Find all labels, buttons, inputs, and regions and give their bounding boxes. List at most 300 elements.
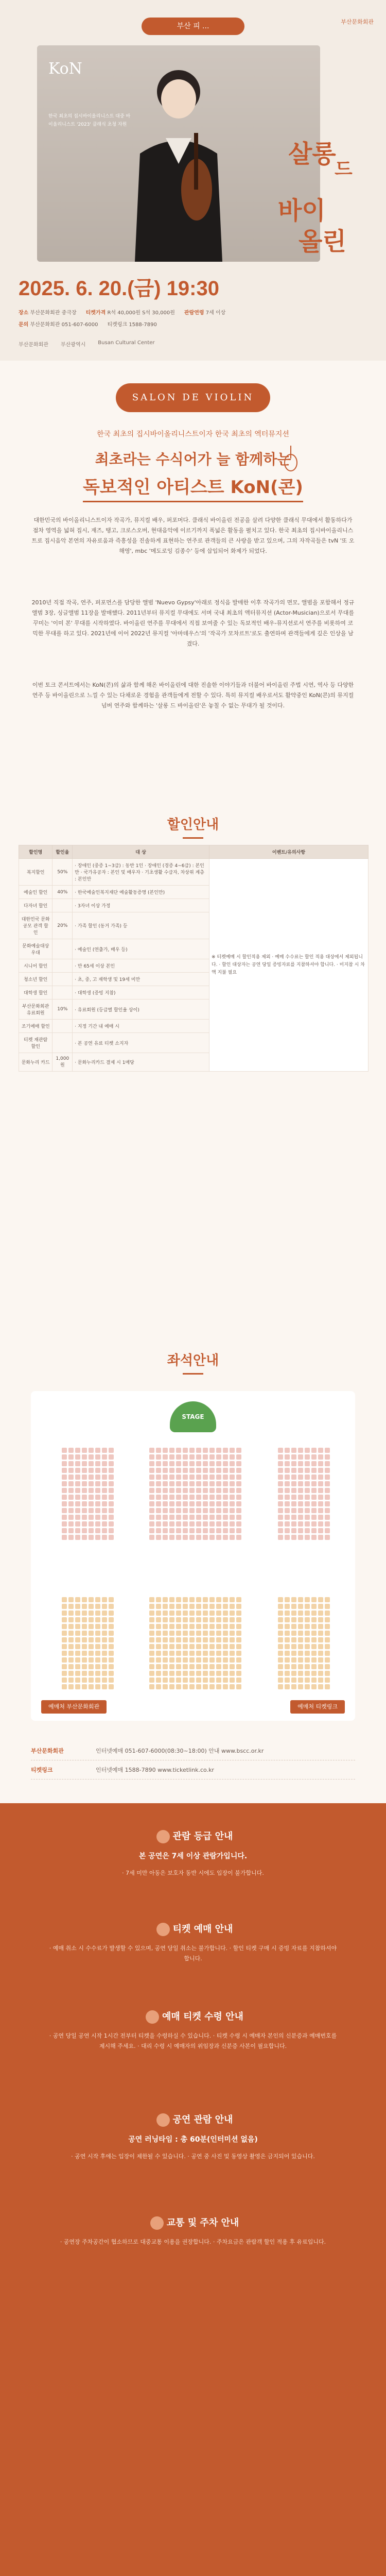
seat[interactable] <box>75 1488 80 1493</box>
seat[interactable] <box>318 1475 323 1480</box>
seat[interactable] <box>176 1617 181 1622</box>
seat[interactable] <box>291 1644 296 1649</box>
seat[interactable] <box>169 1528 174 1533</box>
seat[interactable] <box>89 1454 94 1460</box>
seat[interactable] <box>291 1651 296 1656</box>
seat[interactable] <box>230 1448 235 1453</box>
seat[interactable] <box>169 1535 174 1540</box>
seat[interactable] <box>75 1631 80 1636</box>
seat[interactable] <box>325 1637 330 1642</box>
seat[interactable] <box>203 1528 208 1533</box>
seat[interactable] <box>95 1671 100 1676</box>
seat[interactable] <box>311 1684 317 1689</box>
seat[interactable] <box>230 1528 235 1533</box>
seat[interactable] <box>203 1454 208 1460</box>
seat[interactable] <box>109 1508 114 1513</box>
seat[interactable] <box>223 1677 228 1683</box>
seat[interactable] <box>285 1651 290 1656</box>
seat[interactable] <box>89 1461 94 1466</box>
seat[interactable] <box>163 1604 168 1609</box>
seat[interactable] <box>189 1617 195 1622</box>
seat[interactable] <box>209 1657 215 1663</box>
seat[interactable] <box>75 1521 80 1527</box>
seat[interactable] <box>236 1631 241 1636</box>
seat[interactable] <box>209 1671 215 1676</box>
seat[interactable] <box>209 1481 215 1486</box>
seat[interactable] <box>223 1631 228 1636</box>
seat[interactable] <box>156 1677 161 1683</box>
seat[interactable] <box>298 1604 303 1609</box>
seat[interactable] <box>163 1448 168 1453</box>
seat[interactable] <box>95 1528 100 1533</box>
seat[interactable] <box>109 1448 114 1453</box>
seat[interactable] <box>95 1468 100 1473</box>
seat[interactable] <box>196 1611 201 1616</box>
seat[interactable] <box>209 1617 215 1622</box>
seat[interactable] <box>176 1604 181 1609</box>
seat[interactable] <box>325 1684 330 1689</box>
seat[interactable] <box>176 1657 181 1663</box>
seat[interactable] <box>75 1501 80 1506</box>
seat[interactable] <box>325 1624 330 1629</box>
seat[interactable] <box>318 1535 323 1540</box>
seat[interactable] <box>163 1644 168 1649</box>
seat[interactable] <box>109 1644 114 1649</box>
seat[interactable] <box>95 1644 100 1649</box>
seat[interactable] <box>102 1611 107 1616</box>
seat[interactable] <box>305 1617 310 1622</box>
seat[interactable] <box>209 1597 215 1602</box>
seat[interactable] <box>183 1528 188 1533</box>
seat[interactable] <box>109 1604 114 1609</box>
seat[interactable] <box>305 1528 310 1533</box>
seat[interactable] <box>285 1637 290 1642</box>
seat[interactable] <box>189 1597 195 1602</box>
seat[interactable] <box>318 1461 323 1466</box>
seat[interactable] <box>285 1624 290 1629</box>
seat[interactable] <box>149 1671 154 1676</box>
seat[interactable] <box>203 1475 208 1480</box>
seat[interactable] <box>163 1528 168 1533</box>
seat[interactable] <box>203 1677 208 1683</box>
seat[interactable] <box>176 1644 181 1649</box>
seat[interactable] <box>163 1481 168 1486</box>
seat[interactable] <box>75 1528 80 1533</box>
seat[interactable] <box>95 1508 100 1513</box>
seat[interactable] <box>325 1657 330 1663</box>
seat[interactable] <box>183 1664 188 1669</box>
seat[interactable] <box>89 1495 94 1500</box>
seat[interactable] <box>318 1624 323 1629</box>
seat[interactable] <box>230 1671 235 1676</box>
seat[interactable] <box>236 1488 241 1493</box>
seat[interactable] <box>291 1535 296 1540</box>
seat[interactable] <box>325 1664 330 1669</box>
seat[interactable] <box>68 1454 74 1460</box>
seat[interactable] <box>236 1495 241 1500</box>
seat[interactable] <box>318 1481 323 1486</box>
seat[interactable] <box>109 1651 114 1656</box>
seat[interactable] <box>305 1644 310 1649</box>
seat[interactable] <box>278 1651 283 1656</box>
seat[interactable] <box>223 1617 228 1622</box>
seat[interactable] <box>75 1637 80 1642</box>
seat[interactable] <box>189 1521 195 1527</box>
seat[interactable] <box>102 1515 107 1520</box>
seat[interactable] <box>82 1475 87 1480</box>
seat[interactable] <box>149 1651 154 1656</box>
seat[interactable] <box>176 1535 181 1540</box>
seat[interactable] <box>62 1637 67 1642</box>
seat[interactable] <box>291 1468 296 1473</box>
seat[interactable] <box>163 1617 168 1622</box>
seat[interactable] <box>163 1597 168 1602</box>
seat[interactable] <box>223 1664 228 1669</box>
seat[interactable] <box>203 1651 208 1656</box>
seat[interactable] <box>236 1637 241 1642</box>
seat[interactable] <box>216 1495 221 1500</box>
seat[interactable] <box>325 1481 330 1486</box>
seat[interactable] <box>298 1535 303 1540</box>
seat[interactable] <box>318 1657 323 1663</box>
seat[interactable] <box>311 1508 317 1513</box>
seat[interactable] <box>176 1671 181 1676</box>
seat[interactable] <box>285 1617 290 1622</box>
seat[interactable] <box>75 1454 80 1460</box>
seat[interactable] <box>75 1611 80 1616</box>
seat[interactable] <box>102 1597 107 1602</box>
seat[interactable] <box>163 1611 168 1616</box>
seat[interactable] <box>169 1448 174 1453</box>
seat[interactable] <box>216 1535 221 1540</box>
seat[interactable] <box>285 1597 290 1602</box>
seat[interactable] <box>291 1508 296 1513</box>
seat[interactable] <box>149 1488 154 1493</box>
seat[interactable] <box>62 1624 67 1629</box>
seat[interactable] <box>318 1597 323 1602</box>
seat[interactable] <box>203 1611 208 1616</box>
seat[interactable] <box>325 1454 330 1460</box>
seat[interactable] <box>278 1657 283 1663</box>
seat[interactable] <box>325 1677 330 1683</box>
seat[interactable] <box>156 1475 161 1480</box>
seat[interactable] <box>82 1488 87 1493</box>
seat[interactable] <box>305 1515 310 1520</box>
seat[interactable] <box>236 1671 241 1676</box>
seat[interactable] <box>156 1597 161 1602</box>
seat[interactable] <box>196 1604 201 1609</box>
seat[interactable] <box>216 1461 221 1466</box>
seat[interactable] <box>223 1624 228 1629</box>
seat[interactable] <box>183 1495 188 1500</box>
seat[interactable] <box>196 1597 201 1602</box>
seat[interactable] <box>62 1468 67 1473</box>
seat[interactable] <box>305 1454 310 1460</box>
seat[interactable] <box>223 1454 228 1460</box>
seat[interactable] <box>102 1461 107 1466</box>
seat[interactable] <box>156 1617 161 1622</box>
seat[interactable] <box>169 1468 174 1473</box>
seat[interactable] <box>62 1488 67 1493</box>
seat[interactable] <box>149 1684 154 1689</box>
seat[interactable] <box>223 1475 228 1480</box>
seat[interactable] <box>209 1624 215 1629</box>
seat[interactable] <box>169 1508 174 1513</box>
seat[interactable] <box>325 1651 330 1656</box>
seat[interactable] <box>223 1448 228 1453</box>
seat[interactable] <box>149 1454 154 1460</box>
seat[interactable] <box>305 1508 310 1513</box>
seat[interactable] <box>196 1475 201 1480</box>
seat[interactable] <box>75 1448 80 1453</box>
seat[interactable] <box>305 1671 310 1676</box>
seat[interactable] <box>216 1644 221 1649</box>
seat[interactable] <box>216 1515 221 1520</box>
seat[interactable] <box>82 1501 87 1506</box>
seat[interactable] <box>149 1468 154 1473</box>
seat[interactable] <box>149 1644 154 1649</box>
seat[interactable] <box>209 1611 215 1616</box>
seat[interactable] <box>305 1461 310 1466</box>
seat[interactable] <box>318 1644 323 1649</box>
seat[interactable] <box>216 1528 221 1533</box>
seat[interactable] <box>183 1657 188 1663</box>
seat[interactable] <box>68 1677 74 1683</box>
seat[interactable] <box>298 1508 303 1513</box>
seat[interactable] <box>169 1651 174 1656</box>
seat[interactable] <box>82 1644 87 1649</box>
seat[interactable] <box>298 1501 303 1506</box>
seat[interactable] <box>89 1475 94 1480</box>
seat[interactable] <box>95 1677 100 1683</box>
seat[interactable] <box>169 1671 174 1676</box>
seat[interactable] <box>176 1664 181 1669</box>
seat[interactable] <box>223 1604 228 1609</box>
seat[interactable] <box>169 1521 174 1527</box>
seat[interactable] <box>298 1664 303 1669</box>
seat[interactable] <box>203 1597 208 1602</box>
seat[interactable] <box>149 1657 154 1663</box>
seat[interactable] <box>62 1508 67 1513</box>
seat[interactable] <box>298 1637 303 1642</box>
seat[interactable] <box>196 1617 201 1622</box>
seat[interactable] <box>189 1684 195 1689</box>
seat[interactable] <box>62 1664 67 1669</box>
seat[interactable] <box>89 1535 94 1540</box>
seat[interactable] <box>311 1448 317 1453</box>
seat[interactable] <box>109 1684 114 1689</box>
seat[interactable] <box>298 1611 303 1616</box>
seat[interactable] <box>325 1495 330 1500</box>
seat[interactable] <box>278 1631 283 1636</box>
seat[interactable] <box>149 1515 154 1520</box>
seat[interactable] <box>311 1481 317 1486</box>
seat[interactable] <box>156 1604 161 1609</box>
seat[interactable] <box>209 1454 215 1460</box>
seat[interactable] <box>82 1664 87 1669</box>
seat[interactable] <box>285 1528 290 1533</box>
seat[interactable] <box>196 1515 201 1520</box>
seat[interactable] <box>176 1454 181 1460</box>
seat[interactable] <box>236 1454 241 1460</box>
seat[interactable] <box>203 1488 208 1493</box>
seat[interactable] <box>230 1521 235 1527</box>
seat[interactable] <box>230 1461 235 1466</box>
seat[interactable] <box>82 1528 87 1533</box>
seat[interactable] <box>75 1604 80 1609</box>
seat[interactable] <box>75 1515 80 1520</box>
seat[interactable] <box>305 1637 310 1642</box>
seat[interactable] <box>305 1664 310 1669</box>
seat[interactable] <box>311 1454 317 1460</box>
seat[interactable] <box>189 1637 195 1642</box>
seat[interactable] <box>82 1508 87 1513</box>
seat[interactable] <box>102 1644 107 1649</box>
seat[interactable] <box>149 1448 154 1453</box>
seat[interactable] <box>189 1624 195 1629</box>
seat[interactable] <box>183 1651 188 1656</box>
seat[interactable] <box>196 1684 201 1689</box>
seat[interactable] <box>75 1481 80 1486</box>
seat[interactable] <box>163 1454 168 1460</box>
seat[interactable] <box>95 1651 100 1656</box>
seat[interactable] <box>68 1597 74 1602</box>
seat[interactable] <box>230 1481 235 1486</box>
seat[interactable] <box>102 1501 107 1506</box>
seat[interactable] <box>223 1535 228 1540</box>
seat[interactable] <box>298 1671 303 1676</box>
seat[interactable] <box>62 1611 67 1616</box>
seat[interactable] <box>291 1475 296 1480</box>
seat[interactable] <box>311 1637 317 1642</box>
seat[interactable] <box>68 1495 74 1500</box>
seat[interactable] <box>156 1461 161 1466</box>
seat[interactable] <box>278 1611 283 1616</box>
seat[interactable] <box>196 1535 201 1540</box>
seat[interactable] <box>216 1597 221 1602</box>
seat[interactable] <box>169 1488 174 1493</box>
seat[interactable] <box>291 1521 296 1527</box>
seat[interactable] <box>189 1528 195 1533</box>
seat[interactable] <box>278 1604 283 1609</box>
seat[interactable] <box>156 1454 161 1460</box>
seat[interactable] <box>189 1461 195 1466</box>
seat[interactable] <box>183 1604 188 1609</box>
seat[interactable] <box>62 1515 67 1520</box>
seat[interactable] <box>216 1508 221 1513</box>
seat[interactable] <box>311 1677 317 1683</box>
seat[interactable] <box>223 1521 228 1527</box>
seat[interactable] <box>68 1515 74 1520</box>
seat[interactable] <box>102 1684 107 1689</box>
seat[interactable] <box>305 1475 310 1480</box>
seat[interactable] <box>149 1501 154 1506</box>
seat[interactable] <box>305 1684 310 1689</box>
seat[interactable] <box>196 1631 201 1636</box>
seat[interactable] <box>285 1631 290 1636</box>
seat[interactable] <box>156 1611 161 1616</box>
seat[interactable] <box>203 1604 208 1609</box>
seat[interactable] <box>291 1624 296 1629</box>
seat[interactable] <box>75 1508 80 1513</box>
seat[interactable] <box>68 1461 74 1466</box>
seat[interactable] <box>236 1684 241 1689</box>
seat[interactable] <box>291 1488 296 1493</box>
seat[interactable] <box>95 1604 100 1609</box>
seat[interactable] <box>149 1481 154 1486</box>
seat[interactable] <box>102 1528 107 1533</box>
seat[interactable] <box>89 1644 94 1649</box>
seat[interactable] <box>285 1671 290 1676</box>
seat[interactable] <box>62 1448 67 1453</box>
seat[interactable] <box>89 1637 94 1642</box>
seat[interactable] <box>102 1495 107 1500</box>
seat[interactable] <box>109 1501 114 1506</box>
seat[interactable] <box>291 1515 296 1520</box>
seat[interactable] <box>176 1624 181 1629</box>
seat[interactable] <box>102 1677 107 1683</box>
seat[interactable] <box>291 1611 296 1616</box>
seat[interactable] <box>311 1604 317 1609</box>
seat[interactable] <box>278 1644 283 1649</box>
seat[interactable] <box>183 1468 188 1473</box>
seat[interactable] <box>298 1684 303 1689</box>
seat[interactable] <box>82 1617 87 1622</box>
seat[interactable] <box>209 1515 215 1520</box>
seat[interactable] <box>196 1461 201 1466</box>
seat[interactable] <box>318 1468 323 1473</box>
seat[interactable] <box>156 1501 161 1506</box>
seat[interactable] <box>216 1684 221 1689</box>
seat[interactable] <box>102 1651 107 1656</box>
seat[interactable] <box>68 1475 74 1480</box>
seat[interactable] <box>223 1481 228 1486</box>
seat[interactable] <box>278 1495 283 1500</box>
seat[interactable] <box>176 1448 181 1453</box>
seat[interactable] <box>311 1461 317 1466</box>
seat[interactable] <box>95 1637 100 1642</box>
seat[interactable] <box>149 1535 154 1540</box>
seat[interactable] <box>203 1637 208 1642</box>
seat[interactable] <box>196 1657 201 1663</box>
seat[interactable] <box>209 1501 215 1506</box>
seat[interactable] <box>209 1521 215 1527</box>
seat[interactable] <box>223 1501 228 1506</box>
seat[interactable] <box>102 1631 107 1636</box>
seat[interactable] <box>216 1488 221 1493</box>
seat[interactable] <box>209 1684 215 1689</box>
seat[interactable] <box>102 1454 107 1460</box>
seat[interactable] <box>189 1448 195 1453</box>
seat[interactable] <box>156 1448 161 1453</box>
seat[interactable] <box>209 1468 215 1473</box>
seat[interactable] <box>95 1448 100 1453</box>
seat[interactable] <box>169 1475 174 1480</box>
seat[interactable] <box>325 1515 330 1520</box>
seat[interactable] <box>230 1535 235 1540</box>
seat[interactable] <box>236 1535 241 1540</box>
seat[interactable] <box>298 1624 303 1629</box>
seat[interactable] <box>278 1528 283 1533</box>
seat[interactable] <box>82 1637 87 1642</box>
seat[interactable] <box>95 1475 100 1480</box>
seat[interactable] <box>311 1528 317 1533</box>
seat[interactable] <box>109 1664 114 1669</box>
seat[interactable] <box>236 1461 241 1466</box>
seat[interactable] <box>89 1448 94 1453</box>
seat[interactable] <box>285 1515 290 1520</box>
seat[interactable] <box>291 1677 296 1683</box>
